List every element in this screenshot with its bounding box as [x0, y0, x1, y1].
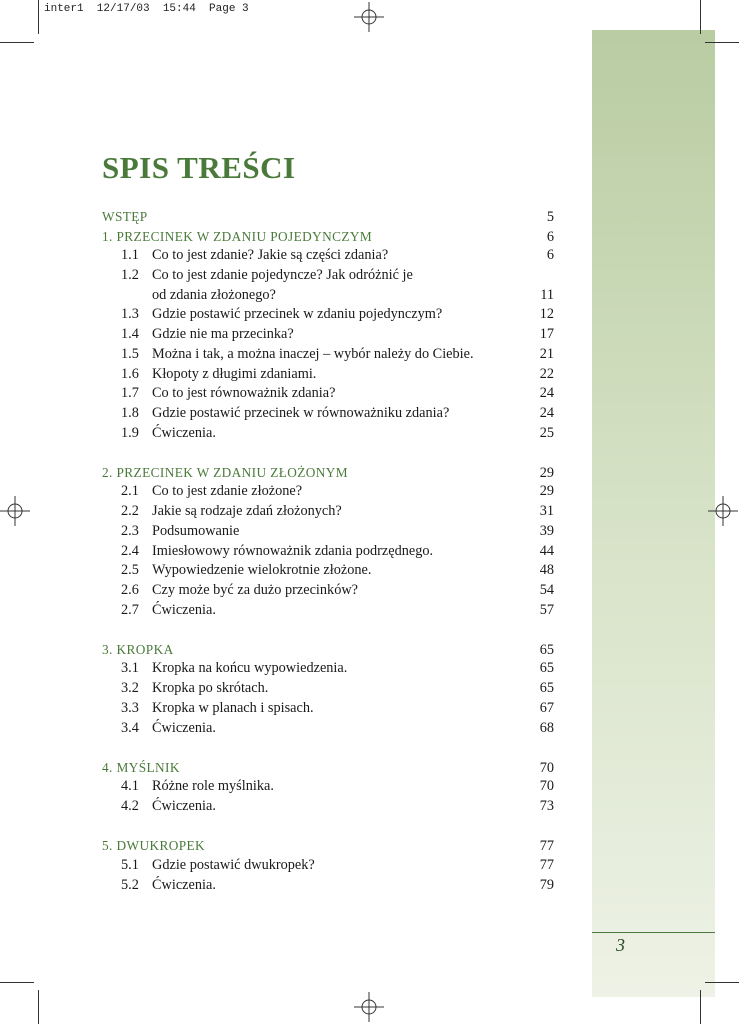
toc-page-number: 44 — [539, 542, 554, 559]
toc-entry — [102, 522, 554, 542]
toc-text: Ćwiczenia. — [152, 798, 216, 815]
registration-mark-right — [708, 496, 738, 526]
toc-label — [102, 365, 316, 385]
crop-mark — [705, 982, 739, 983]
toc-number: 3.1 — [121, 660, 139, 677]
toc-label — [102, 561, 371, 581]
toc-number: 2.1 — [121, 483, 139, 500]
toc-entry — [102, 424, 554, 444]
toc-number: 1.9 — [121, 424, 139, 441]
crop-mark — [700, 0, 701, 34]
toc-text: 5. DWUKROPEK — [102, 838, 206, 854]
toc-text: Jakie są rodzaje zdań złożonych? — [152, 503, 342, 520]
toc-label — [102, 876, 216, 896]
toc-label — [102, 679, 268, 699]
toc-entry — [102, 699, 554, 719]
toc-number: 2.4 — [121, 542, 139, 559]
toc-page-number: 77 — [539, 838, 554, 855]
toc-chapter — [102, 207, 554, 227]
toc-text: Co to jest zdanie pojedyncze? Jak odróżnić je — [152, 267, 413, 284]
toc-text: Co to jest zdanie? Jakie są części zdania? — [152, 247, 389, 264]
toc-page-number: 21 — [539, 345, 554, 362]
toc-text: Czy może być za dużo przecinków? — [152, 581, 359, 598]
toc-number: 3.3 — [121, 699, 139, 716]
toc-number: 5.1 — [121, 856, 139, 873]
toc-label — [102, 522, 239, 542]
crop-mark — [705, 42, 739, 43]
toc-text: Ćwiczenia. — [152, 601, 216, 618]
toc-entry — [102, 581, 554, 601]
toc-label — [102, 777, 274, 797]
toc-number: 3.4 — [121, 719, 139, 736]
toc-page-number: 5 — [546, 209, 554, 225]
toc-entry — [102, 876, 554, 896]
toc-text: Imiesłowowy równoważnik zdania podrzędnego. — [152, 542, 434, 559]
toc-entry — [102, 266, 554, 286]
toc-page-number: 77 — [539, 856, 554, 873]
toc-number: 1.3 — [121, 306, 139, 323]
registration-mark-left — [0, 496, 30, 526]
toc-text: Kłopoty z długimi zdaniami. — [152, 365, 317, 382]
toc-page-number: 11 — [540, 286, 554, 303]
toc-page-number: 67 — [539, 699, 554, 716]
toc-label — [102, 836, 205, 856]
toc-page-number: 12 — [539, 306, 554, 323]
toc-label — [102, 482, 302, 502]
toc-number: 1.1 — [121, 247, 139, 264]
toc-page-number: 70 — [539, 759, 554, 776]
toc-text: 3. KROPKA — [102, 641, 174, 657]
toc-page-number: 79 — [539, 876, 554, 893]
toc-page-number: 57 — [539, 601, 554, 618]
toc-text: Można i tak, a można inaczej – wybór należy do Ciebie. — [152, 345, 474, 362]
toc-text: 4. MYŚLNIK — [102, 759, 180, 775]
toc-number: 1.7 — [121, 385, 139, 402]
toc-number: 3.2 — [121, 680, 139, 697]
toc-page-number: 70 — [539, 778, 554, 795]
toc-page-number: 29 — [539, 483, 554, 500]
toc-text: Co to jest zdanie złożone? — [152, 483, 303, 500]
toc-label — [102, 404, 449, 424]
toc-label — [102, 758, 180, 778]
toc-entry — [102, 542, 554, 562]
toc-chapter — [102, 836, 554, 856]
toc-label — [102, 345, 474, 365]
toc-text: Kropka na końcu wypowiedzenia. — [152, 660, 348, 677]
table-of-contents — [102, 207, 554, 895]
registration-mark-top — [354, 2, 384, 32]
toc-entry — [102, 345, 554, 365]
toc-page-number: 65 — [539, 641, 554, 658]
toc-page-number: 65 — [539, 680, 554, 697]
toc-chapter — [102, 758, 554, 778]
toc-entry — [102, 305, 554, 325]
toc-label — [102, 305, 442, 325]
toc-page-number: 25 — [539, 424, 554, 441]
toc-entry — [102, 325, 554, 345]
toc-label — [102, 542, 433, 562]
toc-page-number: 65 — [539, 660, 554, 677]
toc-label — [102, 266, 413, 286]
toc-page-number: 6 — [546, 247, 554, 264]
toc-text: Gdzie nie ma przecinka? — [152, 326, 294, 343]
toc-text: Kropka w planach i spisach. — [152, 699, 314, 716]
toc-label — [102, 601, 216, 621]
toc-label — [102, 699, 314, 719]
toc-number: 2.6 — [121, 581, 139, 598]
toc-number: 4.2 — [121, 798, 139, 815]
toc-entry — [102, 679, 554, 699]
toc-label — [102, 856, 315, 876]
toc-page-number: 6 — [546, 228, 554, 245]
toc-page-number: 24 — [539, 385, 554, 402]
toc-label — [102, 719, 216, 739]
toc-text: Gdzie postawić przecinek w równoważniku zdania? — [152, 404, 450, 421]
print-slug: inter1 12/17/03 15:44 Page 3 — [44, 3, 249, 15]
toc-number: 1.4 — [121, 326, 139, 343]
toc-entry — [102, 502, 554, 522]
toc-label — [102, 581, 358, 601]
toc-chapter — [102, 227, 554, 247]
toc-page-number: 39 — [539, 522, 554, 539]
toc-entry — [102, 246, 554, 266]
page-title: SPIS TREŚCI — [102, 150, 296, 185]
toc-number: 2.2 — [121, 503, 139, 520]
toc-entry — [102, 856, 554, 876]
toc-page-number: 68 — [539, 719, 554, 736]
crop-mark — [700, 990, 701, 1024]
toc-entry — [102, 561, 554, 581]
crop-mark — [38, 990, 39, 1024]
toc-entry — [102, 286, 554, 306]
toc-page-number: 48 — [539, 562, 554, 579]
toc-page-number: 17 — [539, 326, 554, 343]
registration-mark-bottom — [354, 992, 384, 1022]
toc-number: 1.5 — [121, 345, 139, 362]
toc-entry — [102, 384, 554, 404]
toc-text: 2. PRZECINEK W ZDANIU ZŁOŻONYM — [102, 464, 349, 480]
toc-label — [102, 502, 342, 522]
toc-chapter — [102, 463, 554, 483]
toc-entry — [102, 797, 554, 817]
toc-entry — [102, 659, 554, 679]
toc-label — [102, 463, 348, 483]
toc-number: 4.1 — [121, 778, 139, 795]
crop-mark — [0, 42, 34, 43]
toc-text: Gdzie postawić dwukropek? — [152, 856, 315, 873]
toc-number: 1.6 — [121, 365, 139, 382]
toc-page-number: 54 — [539, 581, 554, 598]
page-number-rule — [592, 932, 715, 933]
page-number: 3 — [616, 935, 625, 955]
crop-mark — [0, 982, 34, 983]
toc-number: 5.2 — [121, 876, 139, 893]
toc-text: 1. PRZECINEK W ZDANIU POJEDYNCZYM — [102, 228, 373, 244]
toc-text: Kropka po skrótach. — [152, 680, 269, 697]
toc-number: 1.8 — [121, 404, 139, 421]
toc-number: 2.3 — [121, 522, 139, 539]
toc-entry — [102, 601, 554, 621]
toc-text: Ćwiczenia. — [152, 719, 216, 736]
toc-text: Różne role myślnika. — [152, 778, 274, 795]
toc-label — [102, 424, 216, 444]
toc-label — [102, 207, 148, 227]
toc-text: WSTĘP — [102, 209, 148, 224]
toc-entry — [102, 365, 554, 385]
green-sidebar — [592, 30, 715, 997]
toc-number: 2.5 — [121, 562, 139, 579]
toc-text: Gdzie postawić przecinek w zdaniu pojedynczym? — [152, 306, 443, 323]
toc-label — [102, 286, 276, 306]
toc-entry — [102, 719, 554, 739]
toc-label — [102, 659, 347, 679]
toc-label — [102, 227, 372, 247]
toc-page-number: 22 — [539, 365, 554, 382]
toc-number: 1.2 — [121, 267, 139, 284]
toc-page-number: 31 — [539, 503, 554, 520]
toc-label — [102, 797, 216, 817]
toc-text: Ćwiczenia. — [152, 876, 216, 893]
toc-label — [102, 384, 335, 404]
toc-page-number: 73 — [539, 798, 554, 815]
toc-text: Wypowiedzenie wielokrotnie złożone. — [152, 562, 372, 579]
toc-page-number: 29 — [539, 464, 554, 481]
toc-page-number: 24 — [539, 404, 554, 421]
toc-text: Ćwiczenia. — [152, 424, 216, 441]
toc-label — [102, 640, 174, 660]
toc-text: Podsumowanie — [152, 522, 240, 539]
toc-entry — [102, 777, 554, 797]
toc-chapter — [102, 640, 554, 660]
toc-number: 2.7 — [121, 601, 139, 618]
toc-text: od zdania złożonego? — [152, 286, 276, 303]
toc-label — [102, 246, 388, 266]
toc-entry — [102, 482, 554, 502]
crop-mark — [38, 0, 39, 34]
toc-entry — [102, 404, 554, 424]
toc-text: Co to jest równoważnik zdania? — [152, 385, 336, 402]
toc-label — [102, 325, 294, 345]
